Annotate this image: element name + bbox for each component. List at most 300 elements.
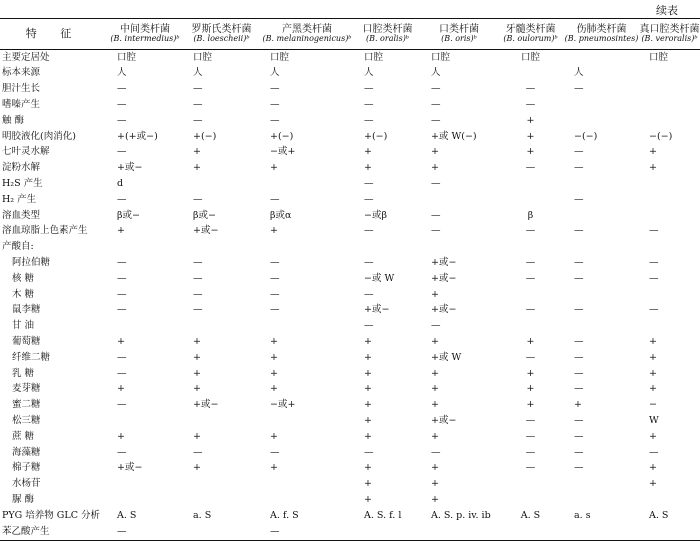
species-name-zh: 中间类杆菌 bbox=[120, 24, 170, 36]
feature-label: 核 糖 bbox=[12, 272, 35, 284]
table-cell: + bbox=[270, 225, 278, 237]
table-cell: W bbox=[649, 415, 659, 426]
table-row bbox=[0, 303, 700, 319]
table-cell: — bbox=[649, 446, 659, 458]
table-cell bbox=[639, 66, 700, 82]
table-cell: β bbox=[527, 209, 534, 221]
species-name-latin: (B. oris)ᵇ bbox=[441, 34, 477, 44]
table-cell: β或α bbox=[270, 209, 292, 221]
table-cell bbox=[639, 287, 700, 303]
table-cell: — bbox=[270, 304, 280, 316]
table-cell: — bbox=[117, 399, 127, 411]
table-cell: — bbox=[574, 415, 584, 426]
table-cell bbox=[421, 524, 497, 540]
table-cell: — bbox=[364, 193, 374, 205]
table-cell: + bbox=[364, 415, 372, 426]
table-cell: + bbox=[117, 225, 125, 237]
table-cell bbox=[260, 176, 354, 192]
table-row bbox=[0, 66, 700, 82]
table-cell: — bbox=[574, 383, 584, 395]
table-cell bbox=[260, 319, 354, 335]
table-cell: — bbox=[574, 257, 584, 269]
table-cell: — bbox=[193, 304, 203, 316]
table-cell: — bbox=[117, 272, 127, 284]
feature-label: H₂S 产生 bbox=[2, 178, 43, 190]
table-cell bbox=[183, 176, 260, 192]
table-cell: + bbox=[431, 462, 439, 474]
table-cell: 口腔 bbox=[270, 51, 290, 63]
table-cell: a. S bbox=[193, 509, 212, 521]
table-cell: + bbox=[193, 462, 201, 474]
table-cell bbox=[639, 208, 700, 224]
table-cell: 人 bbox=[270, 67, 280, 79]
species-name-latin: (B. loescheii)ᵇ bbox=[193, 34, 250, 44]
table-cell bbox=[497, 192, 564, 208]
table-cell: — bbox=[431, 178, 441, 190]
table-cell: A. S. p. iv. ib bbox=[431, 509, 491, 521]
species-header bbox=[183, 19, 260, 50]
species-name-latin: (B. oralis)ᵇ bbox=[365, 34, 410, 44]
table-row bbox=[0, 413, 700, 429]
table-cell: + bbox=[649, 430, 657, 442]
table-cell: +或− bbox=[431, 257, 457, 269]
table-cell: + bbox=[364, 162, 372, 174]
table-cell bbox=[497, 319, 564, 335]
table-cell: + bbox=[431, 493, 439, 505]
table-row bbox=[0, 240, 700, 256]
table-cell bbox=[107, 240, 183, 256]
table-row bbox=[0, 208, 700, 224]
table-row bbox=[0, 287, 700, 303]
table-cell bbox=[497, 176, 564, 192]
table-cell: +或− bbox=[431, 415, 457, 426]
table-cell: 人 bbox=[193, 67, 203, 79]
table-cell: + bbox=[649, 162, 657, 174]
table-cell: + bbox=[431, 478, 439, 490]
table-cell: — bbox=[574, 146, 584, 158]
table-cell: + bbox=[364, 351, 372, 363]
table-cell bbox=[260, 477, 354, 493]
species-name-zh: 产黑类杆菌 bbox=[282, 24, 332, 36]
table-cell: — bbox=[525, 225, 536, 237]
feature-label: 乳 糖 bbox=[12, 367, 35, 379]
table-cell: + bbox=[364, 399, 372, 411]
table-cell: −或β bbox=[364, 209, 387, 221]
table-cell: — bbox=[649, 304, 659, 316]
table-cell: — bbox=[525, 351, 536, 363]
table-cell: −或+ bbox=[270, 146, 296, 158]
table-cell bbox=[260, 413, 354, 429]
table-cell bbox=[639, 82, 700, 98]
table-cell: — bbox=[525, 462, 536, 474]
table-cell bbox=[183, 240, 260, 256]
table-cell: — bbox=[525, 272, 536, 284]
table-row bbox=[0, 524, 700, 540]
table-cell: — bbox=[270, 114, 280, 126]
table-cell: 人 bbox=[117, 67, 127, 79]
table-row bbox=[0, 192, 700, 208]
table-cell: — bbox=[270, 272, 280, 284]
table-cell: — bbox=[574, 336, 584, 348]
table-cell: + bbox=[193, 351, 201, 363]
table-cell: — bbox=[193, 193, 203, 205]
bacteria-feature-table bbox=[0, 18, 700, 541]
table-cell: + bbox=[117, 430, 125, 442]
table-cell: + bbox=[270, 462, 278, 474]
table-cell bbox=[639, 240, 700, 256]
table-cell: 口腔 bbox=[649, 51, 669, 63]
table-cell bbox=[639, 192, 700, 208]
table-cell bbox=[497, 240, 564, 256]
table-cell: — bbox=[574, 272, 584, 284]
table-cell: +或− bbox=[193, 225, 219, 237]
table-cell: — bbox=[574, 351, 584, 363]
table-cell: — bbox=[193, 272, 203, 284]
feature-label: 蜜二糖 bbox=[12, 399, 41, 411]
species-name-latin: (B. veroralis)ᵇ bbox=[641, 34, 698, 44]
table-cell: — bbox=[117, 257, 127, 269]
table-cell: −或+ bbox=[270, 399, 296, 411]
table-cell: + bbox=[431, 162, 439, 174]
table-row bbox=[0, 382, 700, 398]
table-cell bbox=[183, 413, 260, 429]
species-header bbox=[497, 19, 564, 50]
table-cell: — bbox=[193, 99, 203, 111]
feature-label: 松三糖 bbox=[12, 415, 41, 426]
table-cell: — bbox=[193, 288, 203, 300]
feature-label: 触 酶 bbox=[2, 114, 25, 126]
table-cell: + bbox=[431, 399, 439, 411]
species-header bbox=[107, 19, 183, 50]
table-cell: — bbox=[431, 99, 441, 111]
table-cell: — bbox=[525, 304, 536, 316]
table-cell: — bbox=[649, 257, 659, 269]
table-row bbox=[0, 492, 700, 508]
table-cell: — bbox=[193, 446, 203, 458]
table-cell: a. s bbox=[574, 509, 591, 521]
table-cell: + bbox=[364, 478, 372, 490]
table-cell: — bbox=[117, 351, 127, 363]
table-cell: — bbox=[525, 99, 536, 111]
feature-label: 纤维二糖 bbox=[12, 351, 51, 363]
header-row bbox=[0, 19, 700, 50]
table-cell: 口腔 bbox=[117, 51, 137, 63]
table-cell: +或− bbox=[431, 272, 457, 284]
feature-label: PYG 培养物 GLC 分析 bbox=[2, 509, 100, 521]
table-cell: + bbox=[649, 146, 657, 158]
table-cell: +(+或−) bbox=[117, 130, 158, 142]
table-cell: — bbox=[574, 225, 584, 237]
table-cell: A. f. S bbox=[270, 509, 299, 521]
table-cell: + bbox=[431, 146, 439, 158]
table-cell: + bbox=[526, 367, 535, 379]
table-row bbox=[0, 334, 700, 350]
table-cell: — bbox=[364, 446, 374, 458]
table-cell: +或− bbox=[364, 304, 390, 316]
table-row bbox=[0, 224, 700, 240]
table-cell: +(−) bbox=[193, 130, 217, 142]
table-cell: + bbox=[193, 383, 201, 395]
table-cell: — bbox=[117, 114, 127, 126]
table-cell: — bbox=[364, 99, 374, 111]
table-cell: — bbox=[574, 446, 584, 458]
table-cell: — bbox=[574, 193, 584, 205]
table-cell: + bbox=[649, 478, 657, 490]
table-cell: + bbox=[364, 383, 372, 395]
species-header bbox=[421, 19, 497, 50]
table-cell: + bbox=[526, 383, 535, 395]
table-cell bbox=[564, 50, 639, 66]
table-cell: +(−) bbox=[270, 130, 294, 142]
table-cell bbox=[564, 240, 639, 256]
table-cell bbox=[497, 524, 564, 540]
feature-label: 棉子糖 bbox=[12, 462, 41, 474]
table-cell: — bbox=[117, 304, 127, 316]
feature-label: 蔗 糖 bbox=[12, 430, 35, 442]
table-cell bbox=[497, 66, 564, 82]
table-cell bbox=[564, 208, 639, 224]
table-cell: +或− bbox=[117, 462, 143, 474]
table-cell bbox=[639, 176, 700, 192]
table-cell: A. S bbox=[520, 509, 541, 521]
feature-label: 海藻糖 bbox=[12, 446, 41, 458]
feature-label: 胆汁生长 bbox=[2, 83, 41, 95]
species-name-zh: 口腔类杆菌 bbox=[362, 24, 413, 36]
table-cell: — bbox=[431, 225, 441, 237]
feature-label: 苯乙酸产生 bbox=[0, 524, 107, 540]
table-cell: 口腔 bbox=[431, 51, 451, 63]
table-row bbox=[0, 271, 700, 287]
table-cell bbox=[639, 113, 700, 129]
table-cell bbox=[564, 113, 639, 129]
table-cell bbox=[564, 319, 639, 335]
species-name-latin: (B. melaninogenicus)ᵇ bbox=[262, 34, 352, 44]
table-cell: − bbox=[649, 399, 657, 411]
table-cell: + bbox=[431, 367, 439, 379]
table-cell: — bbox=[574, 367, 584, 379]
species-name-zh: 牙髓类杆菌 bbox=[505, 24, 556, 36]
species-header bbox=[564, 19, 639, 50]
table-cell: — bbox=[525, 162, 536, 174]
table-cell: — bbox=[525, 415, 536, 426]
feature-label: 七叶灵水解 bbox=[2, 146, 50, 158]
table-cell: — bbox=[270, 288, 280, 300]
table-row bbox=[0, 145, 700, 161]
table-cell bbox=[564, 176, 639, 192]
table-cell: A. S. f. l bbox=[364, 509, 402, 521]
species-header bbox=[639, 19, 700, 50]
table-row bbox=[0, 255, 700, 271]
table-cell: + bbox=[649, 383, 657, 395]
table-cell: +或 W bbox=[431, 351, 462, 363]
table-cell: + bbox=[431, 336, 439, 348]
continued-label: 续表 bbox=[656, 4, 678, 17]
table-cell: + bbox=[270, 383, 278, 395]
table-cell: — bbox=[364, 288, 374, 300]
table-cell: β或− bbox=[117, 209, 140, 221]
table-cell bbox=[497, 287, 564, 303]
table-cell: + bbox=[431, 430, 439, 442]
feature-label: 标本来源 bbox=[2, 67, 41, 79]
table-cell: — bbox=[260, 524, 354, 540]
table-cell: — bbox=[364, 83, 374, 95]
table-cell bbox=[421, 240, 497, 256]
table-cell: +或 W(−) bbox=[431, 130, 477, 142]
feature-label: 脲 酶 bbox=[12, 493, 35, 505]
table-cell: — bbox=[574, 304, 584, 316]
species-name-zh: 伤肺类杆菌 bbox=[576, 24, 627, 36]
table-cell bbox=[354, 524, 421, 540]
table-row bbox=[0, 477, 700, 493]
table-row bbox=[0, 82, 700, 98]
table-cell: + bbox=[270, 336, 278, 348]
table-cell: + bbox=[649, 336, 657, 348]
feature-label: 淀粉水解 bbox=[2, 162, 41, 174]
feature-label: 鼠李糖 bbox=[12, 304, 41, 316]
table-cell: +或− bbox=[193, 399, 219, 411]
table-cell: 人 bbox=[364, 67, 374, 79]
table-row bbox=[0, 398, 700, 414]
table-cell: + bbox=[193, 162, 201, 174]
table-row bbox=[0, 350, 700, 366]
table-row bbox=[0, 176, 700, 192]
table-cell: β或− bbox=[193, 209, 216, 221]
table-row bbox=[0, 366, 700, 382]
table-cell: — bbox=[117, 99, 127, 111]
table-cell: — bbox=[364, 114, 374, 126]
table-row bbox=[0, 161, 700, 177]
table-cell: — bbox=[117, 146, 127, 158]
table-cell: + bbox=[649, 351, 657, 363]
feature-label: 水杨苷 bbox=[12, 478, 41, 490]
table-cell: + bbox=[431, 383, 439, 395]
table-cell: + bbox=[431, 288, 439, 300]
table-cell: — bbox=[270, 193, 280, 205]
feature-label: 明胶液化(肉消化) bbox=[2, 130, 76, 142]
table-cell: A. S bbox=[649, 509, 669, 521]
table-cell: + bbox=[193, 430, 201, 442]
table-cell: A. S bbox=[117, 509, 137, 521]
species-name-zh: 口类杆菌 bbox=[439, 24, 479, 36]
feature-label: 阿拉伯糖 bbox=[12, 257, 51, 269]
table-cell: — bbox=[525, 430, 536, 442]
table-cell: — bbox=[525, 83, 536, 95]
table-cell: — bbox=[525, 257, 536, 269]
table-cell: + bbox=[270, 162, 278, 174]
table-cell: — bbox=[270, 99, 280, 111]
table-cell bbox=[421, 192, 497, 208]
table-cell bbox=[107, 319, 183, 335]
table-row bbox=[0, 429, 700, 445]
table-cell: + bbox=[193, 367, 201, 379]
table-cell: 口腔 bbox=[364, 51, 384, 63]
feature-label: H₂ 产生 bbox=[2, 193, 37, 205]
table-cell: 人 bbox=[574, 67, 584, 79]
species-name-latin: (B. intermedius)ᵇ bbox=[110, 34, 180, 44]
table-cell: — bbox=[193, 257, 203, 269]
table-cell: — bbox=[117, 367, 127, 379]
table-cell: + bbox=[526, 399, 535, 411]
table-row bbox=[0, 445, 700, 461]
table-cell: + bbox=[364, 430, 372, 442]
table-cell: — bbox=[270, 83, 280, 95]
table-cell bbox=[107, 477, 183, 493]
table-cell: + bbox=[526, 114, 535, 126]
table-cell: — bbox=[574, 162, 584, 174]
table-cell: + bbox=[193, 146, 201, 158]
table-cell bbox=[564, 492, 639, 508]
table-cell: — bbox=[431, 320, 441, 332]
feature-label: 主要定居处 bbox=[2, 51, 50, 63]
table-cell: + bbox=[364, 367, 372, 379]
table-row bbox=[0, 113, 700, 129]
table-cell: +或− bbox=[431, 304, 457, 316]
table-cell: + bbox=[364, 493, 372, 505]
table-cell: −或 W bbox=[364, 272, 395, 284]
feature-label: 溶血类型 bbox=[2, 209, 41, 221]
feature-label: 产酸自: bbox=[2, 241, 34, 253]
table-cell bbox=[354, 240, 421, 256]
table-cell: — bbox=[193, 114, 203, 126]
table-row bbox=[0, 319, 700, 335]
table-cell: + bbox=[526, 336, 535, 348]
table-cell: — bbox=[117, 83, 127, 95]
table-cell bbox=[107, 413, 183, 429]
table-cell: 人 bbox=[431, 67, 441, 79]
table-cell bbox=[260, 492, 354, 508]
table-cell: — bbox=[649, 225, 659, 237]
table-row bbox=[0, 97, 700, 113]
table-cell bbox=[564, 524, 639, 540]
feature-label: 木 糖 bbox=[12, 288, 35, 300]
species-name-latin: (B. pneumosintes) bbox=[564, 34, 639, 44]
table-cell: — bbox=[364, 257, 374, 269]
feature-label: 麦芽糖 bbox=[12, 383, 41, 395]
species-name-zh: 真口腔类杆菌 bbox=[639, 24, 700, 36]
feature-label: 葡萄糖 bbox=[12, 336, 41, 348]
table-cell bbox=[639, 492, 700, 508]
table-row bbox=[0, 50, 700, 66]
table-cell: — bbox=[574, 83, 584, 95]
table-cell: — bbox=[117, 446, 127, 458]
species-header bbox=[354, 19, 421, 50]
table-cell bbox=[183, 492, 260, 508]
table-cell: d bbox=[117, 178, 124, 190]
table-cell: +(−) bbox=[364, 130, 388, 142]
table-cell: + bbox=[364, 462, 372, 474]
table-cell: — bbox=[117, 193, 127, 205]
species-name-latin: (B. oulorum)ᵇ bbox=[503, 34, 558, 44]
table-cell: + bbox=[270, 351, 278, 363]
table-cell: +或− bbox=[117, 162, 143, 174]
table-cell: — bbox=[117, 288, 127, 300]
table-cell: — bbox=[107, 524, 183, 540]
feature-label: 甘 油 bbox=[12, 320, 35, 332]
table-cell bbox=[183, 319, 260, 335]
table-cell: — bbox=[525, 446, 536, 458]
table-cell bbox=[260, 240, 354, 256]
table-cell: — bbox=[364, 320, 374, 332]
table-cell bbox=[564, 477, 639, 493]
table-cell: 口腔 bbox=[193, 51, 213, 63]
table-cell bbox=[639, 524, 700, 540]
table-cell: — bbox=[574, 430, 584, 442]
table-cell: — bbox=[364, 178, 374, 190]
table-cell: −(−) bbox=[574, 130, 598, 142]
table-cell bbox=[639, 319, 700, 335]
table-cell bbox=[564, 97, 639, 113]
table-cell: 口腔 bbox=[520, 51, 540, 63]
